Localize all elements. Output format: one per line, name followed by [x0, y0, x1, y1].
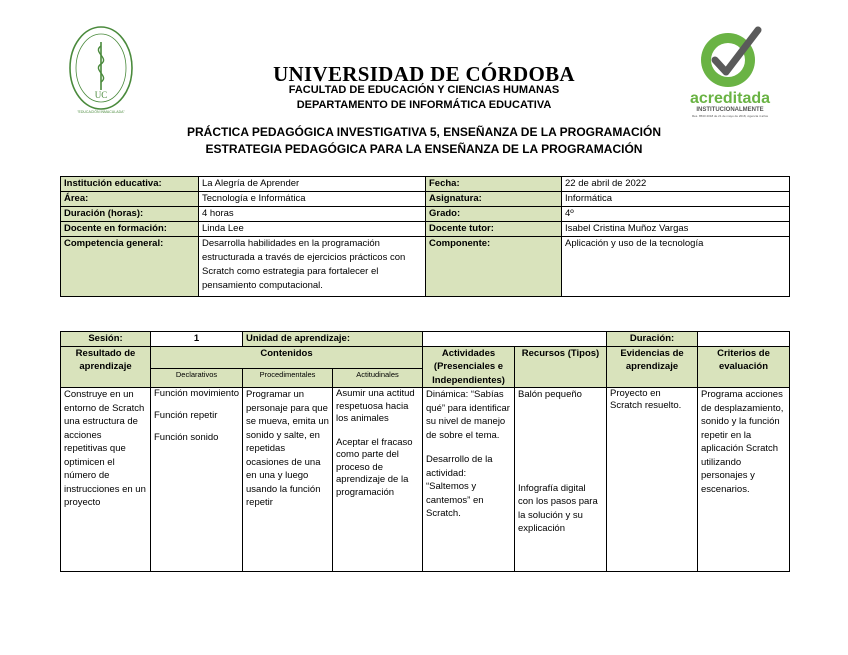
- date-value: 22 de abril de 2022: [562, 177, 790, 192]
- practice-title: PRÁCTICA PEDAGÓGICA INVESTIGATIVA 5, ENSEÑANZA DE LA PROGRAMACIÓN: [186, 125, 662, 139]
- table-row: [61, 192, 790, 207]
- attitudinal-item: Aceptar el fracaso como parte del proceso de aprendizaje de la programación: [336, 436, 413, 498]
- evidence-cell: Proyecto en Scratch resuelto.: [607, 388, 698, 572]
- accreditation-word: acreditada: [689, 90, 771, 107]
- result-cell: Construye en un entorno de Scratch una estructura de acciones repetitivas que optimicen el número de instrucciones en un proyecto: [61, 388, 151, 572]
- activity-item: Desarrollo de la actividad: “Saltemos y cantemos” en Scratch.: [426, 454, 493, 519]
- table-row: [61, 207, 790, 222]
- duration-label: Duración:: [607, 332, 698, 347]
- col-criteria-header: Criterios de evaluación: [698, 346, 790, 388]
- col-resources-header: Recursos (Tipos): [515, 346, 607, 388]
- session-value: 1: [151, 332, 243, 347]
- trainee-label: Docente en formación:: [61, 222, 199, 237]
- strategy-title: ESTRATEGIA PEDAGÓGICA PARA LA ENSEÑANZA DE LA PROGRAMACIÓN: [205, 142, 643, 156]
- component-label: Componente:: [426, 237, 562, 297]
- area-value: Tecnología e Informática: [199, 192, 426, 207]
- accreditation-fine: Res. 8530 2018 de 21 de mayo de 2018, vigencia 4 años: [691, 114, 769, 118]
- procedural-cell: Programar un personaje para que se mueva, emita un sonido y salte, en repetidas ocasiones de una en una y luego usando la función repetir: [243, 388, 333, 572]
- table-row: [61, 222, 790, 237]
- component-value: Aplicación y uso de la tecnología: [562, 237, 790, 297]
- faculty-name: FACULTAD DE EDUCACIÓN Y CIENCIAS HUMANAS: [288, 84, 560, 96]
- table-row: [61, 346, 790, 369]
- declarative-item: Función movimiento: [154, 388, 240, 399]
- subject-label: Asignatura:: [426, 192, 562, 207]
- department-name: DEPARTAMENTO DE INFORMÁTICA EDUCATIVA: [296, 99, 552, 111]
- activities-cell: [423, 388, 515, 572]
- resources-cell: [515, 388, 607, 572]
- session-label: Sesión:: [61, 332, 151, 347]
- accreditation-sub: INSTITUCIONALMENTE: [696, 107, 764, 113]
- criteria-cell: Programa acciones de desplazamiento, sonido y la función repetir en la aplicación Scratch utilizando personajes y escenarios.: [698, 388, 790, 572]
- attitudinal-item: Asumir una actitud respetuosa hacia los animales: [336, 388, 415, 424]
- resource-item: Balón pequeño: [518, 389, 582, 400]
- declarative-cell: [151, 388, 243, 572]
- grade-label: Grado:: [426, 207, 562, 222]
- duration-value: [698, 332, 790, 347]
- col-declarative-header: Declarativos: [151, 369, 243, 388]
- seal-caption: "EDUCACIÓN INMACULADA": [77, 110, 125, 114]
- table-row: [61, 177, 790, 192]
- table-row: [61, 388, 790, 572]
- col-procedural-header: Procedimentales: [243, 369, 333, 388]
- grade-value: 4º: [562, 207, 790, 222]
- unit-value: [423, 332, 607, 347]
- university-title: UNIVERSIDAD DE CÓRDOBA: [273, 62, 575, 86]
- competence-value: Desarrolla habilidades en la programación estructurada a través de ejercicios prácticos con Scratch como estrategia para fortalecer el pensamiento computacional.: [199, 237, 426, 297]
- tutor-label: Docente tutor:: [426, 222, 562, 237]
- duration-label: Duración (horas):: [61, 207, 199, 222]
- col-contents-header: Contenidos: [151, 346, 423, 369]
- col-evidence-header: Evidencias de aprendizaje: [607, 346, 698, 388]
- institution-label: Institución educativa:: [61, 177, 199, 192]
- col-result-header: Resultado de aprendizaje: [61, 346, 151, 388]
- resource-item: Infografía digital con los pasos para la solución y su explicación: [518, 482, 598, 534]
- attitudinal-cell: [333, 388, 423, 572]
- institution-value: La Alegría de Aprender: [199, 177, 426, 192]
- svg-text:UC: UC: [94, 90, 108, 100]
- declarative-item: Función repetir: [154, 410, 218, 421]
- general-info-table: [60, 176, 790, 297]
- competence-label: Competencia general:: [61, 237, 199, 297]
- date-label: Fecha:: [426, 177, 562, 192]
- table-row: [61, 332, 790, 347]
- declarative-item: Función sonido: [154, 432, 219, 443]
- subject-value: Informática: [562, 192, 790, 207]
- area-label: Área:: [61, 192, 199, 207]
- activity-item: Dinámica: “Sabías qué” para identificar su nivel de manejo de sobre el tema.: [426, 389, 510, 441]
- duration-value: 4 horas: [199, 207, 426, 222]
- col-activities-header: Actividades (Presenciales e Independientes): [423, 346, 515, 388]
- tutor-value: Isabel Cristina Muñoz Vargas: [562, 222, 790, 237]
- trainee-value: Linda Lee: [199, 222, 426, 237]
- unit-label: Unidad de aprendizaje:: [243, 332, 423, 347]
- col-attitudinal-header: Actitudinales: [333, 369, 423, 388]
- table-row: [61, 237, 790, 297]
- session-plan-table: [60, 331, 790, 572]
